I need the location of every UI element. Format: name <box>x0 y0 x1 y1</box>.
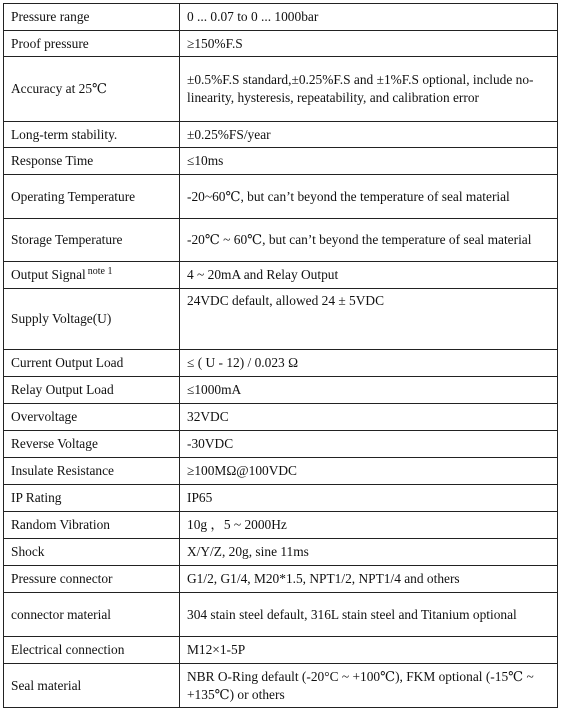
row-value: ≥100MΩ@100VDC <box>180 458 558 485</box>
table-row <box>4 122 558 148</box>
row-label: Seal material <box>4 664 180 708</box>
table-row <box>4 31 558 57</box>
row-label: Insulate Resistance <box>4 458 180 485</box>
table-row <box>4 262 558 289</box>
row-value: 0 ... 0.07 to 0 ... 1000bar <box>180 4 558 31</box>
row-label: Overvoltage <box>4 404 180 431</box>
table-row <box>4 404 558 431</box>
table-row <box>4 377 558 404</box>
table-row <box>4 4 558 31</box>
table-row <box>4 219 558 262</box>
table-row <box>4 57 558 122</box>
table-row <box>4 512 558 539</box>
table-row <box>4 350 558 377</box>
row-value: ±0.25%FS/year <box>180 122 558 148</box>
row-label: Current Output Load <box>4 350 180 377</box>
row-value: 32VDC <box>180 404 558 431</box>
spec-table <box>3 3 558 708</box>
table-row <box>4 566 558 593</box>
note-reference: note 1 <box>87 265 113 277</box>
row-label: connector material <box>4 593 180 637</box>
row-label: Storage Temperature <box>4 219 180 262</box>
row-value: NBR O-Ring default (-20°C ~ +100℃), FKM optional (-15℃ ~ +135℃) or others <box>180 664 558 708</box>
row-label-cell <box>4 262 180 289</box>
row-label: Shock <box>4 539 180 566</box>
row-label: Pressure connector <box>4 566 180 593</box>
row-value: ≤ ( U - 12) / 0.023 Ω <box>180 350 558 377</box>
row-value: ≤1000mA <box>180 377 558 404</box>
row-label: Output Signal <box>11 267 86 282</box>
table-row <box>4 539 558 566</box>
row-value: 24VDC default, allowed 24 ± 5VDC <box>180 289 558 350</box>
table-row <box>4 458 558 485</box>
table-row <box>4 485 558 512</box>
table-row <box>4 175 558 219</box>
row-value: 304 stain steel default, 316L stain steel and Titanium optional <box>180 593 558 637</box>
row-label: Supply Voltage(U) <box>4 289 180 350</box>
table-row <box>4 148 558 175</box>
table-row <box>4 431 558 458</box>
row-label: Pressure range <box>4 4 180 31</box>
row-value: G1/2, G1/4, M20*1.5, NPT1/2, NPT1/4 and others <box>180 566 558 593</box>
row-value: M12×1-5P <box>180 637 558 664</box>
row-label: Proof pressure <box>4 31 180 57</box>
row-value: IP65 <box>180 485 558 512</box>
row-value: 10g ，5 ~ 2000Hz <box>180 512 558 539</box>
table-row <box>4 289 558 350</box>
row-label: Accuracy at 25℃ <box>4 57 180 122</box>
row-value: X/Y/Z, 20g, sine 11ms <box>180 539 558 566</box>
row-value: ±0.5%F.S standard,±0.25%F.S and ±1%F.S optional, include no-linearity, hysteresis, repeatability, and calibration error <box>180 57 558 122</box>
row-label: Electrical connection <box>4 637 180 664</box>
row-value: ≥150%F.S <box>180 31 558 57</box>
row-value: ≤10ms <box>180 148 558 175</box>
row-value: -30VDC <box>180 431 558 458</box>
row-value: 4 ~ 20mA and Relay Output <box>180 262 558 289</box>
row-value: -20℃ ~ 60℃, but can’t beyond the temperature of seal material <box>180 219 558 262</box>
table-row <box>4 664 558 708</box>
row-label: Reverse Voltage <box>4 431 180 458</box>
row-label: Long-term stability. <box>4 122 180 148</box>
row-label: Response Time <box>4 148 180 175</box>
row-label: Random Vibration <box>4 512 180 539</box>
row-label: Relay Output Load <box>4 377 180 404</box>
table-row <box>4 637 558 664</box>
row-label: Operating Temperature <box>4 175 180 219</box>
row-value: -20~60℃, but can’t beyond the temperature of seal material <box>180 175 558 219</box>
row-label: IP Rating <box>4 485 180 512</box>
table-row <box>4 593 558 637</box>
